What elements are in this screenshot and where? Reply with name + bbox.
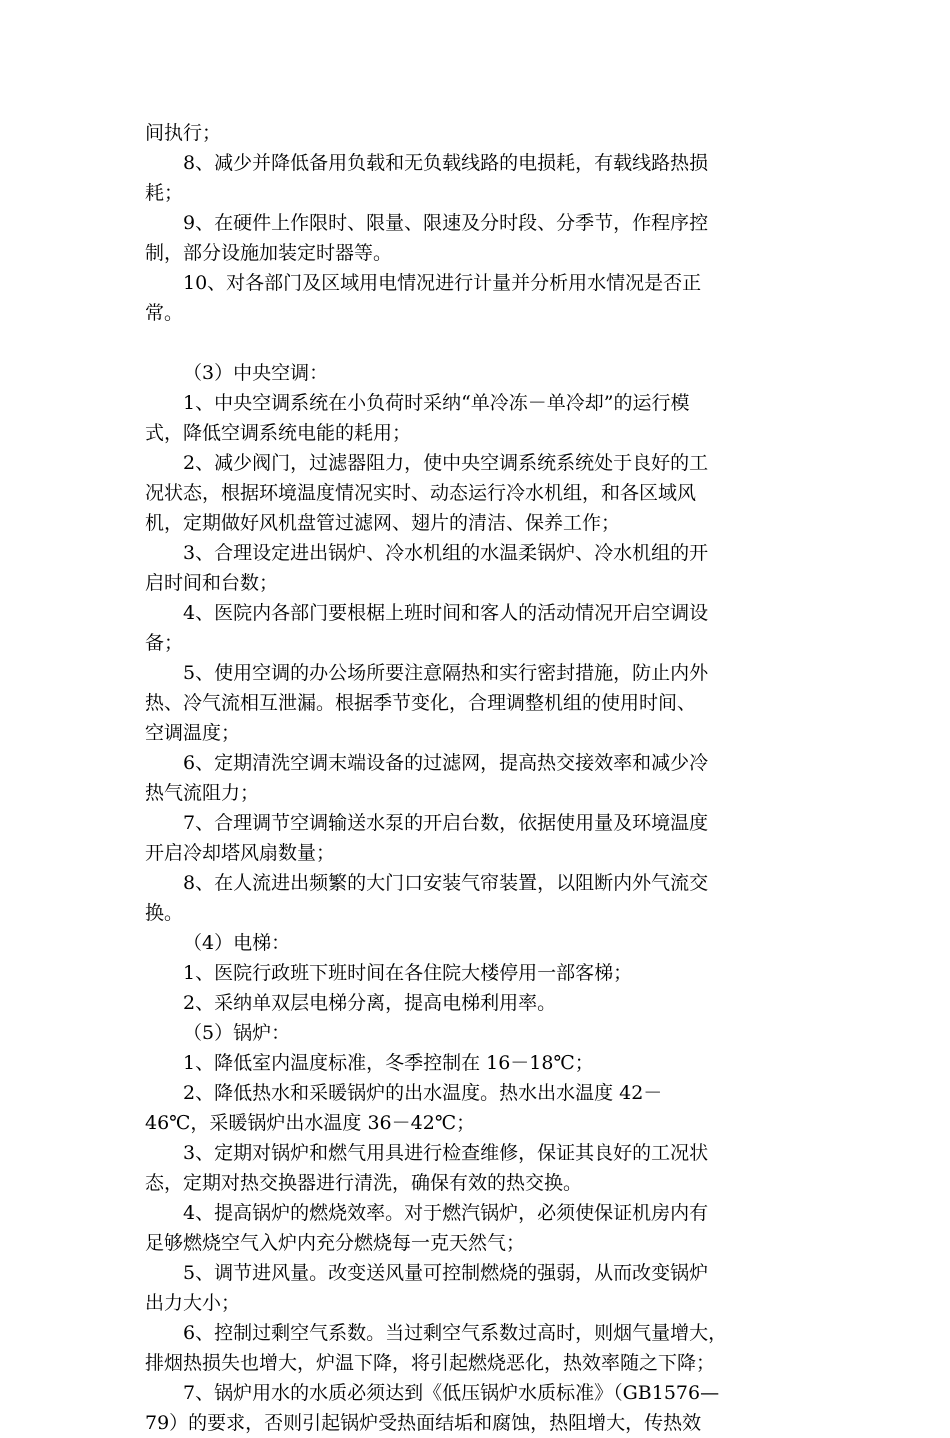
text-line: 况状态，根据环境温度情况实时、动态运行冷水机组，和各区域风 — [145, 482, 697, 504]
list-item-8: 8、减少并降低备用负载和无负载线路的电损耗，有载线路热损 — [183, 152, 709, 174]
list-item-5: 5、使用空调的办公场所要注意隔热和实行密封措施，防止内外 — [183, 662, 709, 684]
text-line: 态，定期对热交换器进行清洗，确保有效的热交换。 — [145, 1172, 583, 1194]
text-line: 制，部分设施加装定时器等。 — [145, 242, 393, 264]
text-line: 换。 — [145, 902, 184, 924]
list-item-6: 6、定期清洗空调末端设备的过滤网，提高热交接效率和减少冷 — [183, 752, 709, 774]
text-line: 常。 — [145, 302, 184, 324]
list-item-1: 1、降低室内温度标准，冬季控制在 16－18℃； — [183, 1052, 594, 1074]
text-line: 启时间和台数； — [145, 572, 279, 594]
text-line: 空调温度； — [145, 722, 241, 744]
list-item-6: 6、控制过剩空气系数。当过剩空气系数过高时，则烟气量增大， — [183, 1322, 728, 1344]
list-item-2: 2、降低热水和采暖锅炉的出水温度。热水出水温度 42－ — [183, 1082, 663, 1104]
list-item-5: 5、调节进风量。改变送风量可控制燃烧的强弱，从而改变锅炉 — [183, 1262, 709, 1284]
list-item-7: 7、锅炉用水的水质必须达到《低压锅炉水质标准》（GB1576— — [183, 1382, 720, 1404]
text-line: 耗； — [145, 182, 184, 204]
text-line: 间执行； — [145, 122, 222, 144]
text-line: 式，降低空调系统电能的耗用； — [145, 422, 412, 444]
list-item-8: 8、在人流进出频繁的大门口安装气帘装置，以阻断内外气流交 — [183, 872, 709, 894]
text-line: 开启冷却塔风扇数量； — [145, 842, 336, 864]
list-item-2: 2、减少阀门，过滤器阻力，使中央空调系统系统处于良好的工 — [183, 452, 709, 474]
text-line: 机，定期做好风机盘管过滤网、翅片的清洁、保养工作； — [145, 512, 621, 534]
text-line: 热气流阻力； — [145, 782, 260, 804]
list-item-10: 10、对各部门及区域用电情况进行计量并分析用水情况是否正 — [183, 272, 702, 294]
text-line: 备； — [145, 632, 184, 654]
list-item-9: 9、在硬件上作限时、限量、限速及分时段、分季节，作程序控 — [183, 212, 709, 234]
text-line: 排烟热损失也增大，炉温下降，将引起燃烧恶化，热效率随之下降； — [145, 1352, 716, 1374]
body-text — [145, 118, 810, 1438]
list-item-3: 3、合理设定进出锅炉、冷水机组的水温柔锅炉、冷水机组的开 — [183, 542, 709, 564]
section-heading-elevator: （4）电梯： — [183, 932, 291, 954]
list-item-4: 4、提高锅炉的燃烧效率。对于燃汽锅炉，必须使保证机房内有 — [183, 1202, 709, 1224]
section-heading-central-ac: （3）中央空调： — [183, 362, 329, 384]
text-line: 79）的要求，否则引起锅炉受热面结垢和腐蚀，热阻增大，传热效 — [145, 1412, 702, 1434]
text-line: 46℃，采暖锅炉出水温度 36－42℃； — [145, 1112, 476, 1134]
list-item-4: 4、医院内各部门要根椐上班时间和客人的活动情况开启空调设 — [183, 602, 709, 624]
text-line: 出力大小； — [145, 1292, 241, 1314]
paragraph-gap — [145, 328, 810, 358]
text-line: 热、冷气流相互泄漏。根据季节变化，合理调整机组的使用时间、 — [145, 692, 697, 714]
list-item-1: 1、医院行政班下班时间在各住院大楼停用一部客梯； — [183, 962, 633, 984]
text-line: 足够燃烧空气入炉内充分燃烧每一克天然气； — [145, 1232, 526, 1254]
list-item-2: 2、采纳单双层电梯分离，提高电梯利用率。 — [183, 992, 557, 1014]
section-heading-boiler: （5）锅炉： — [183, 1022, 291, 1044]
list-item-1: 1、中央空调系统在小负荷时采纳“单冷冻－单冷却”的运行模 — [183, 392, 690, 414]
list-item-7: 7、合理调节空调输送水泵的开启台数，依据使用量及环境温度 — [183, 812, 709, 834]
list-item-3: 3、定期对锅炉和燃气用具进行检查维修，保证其良好的工况状 — [183, 1142, 709, 1164]
